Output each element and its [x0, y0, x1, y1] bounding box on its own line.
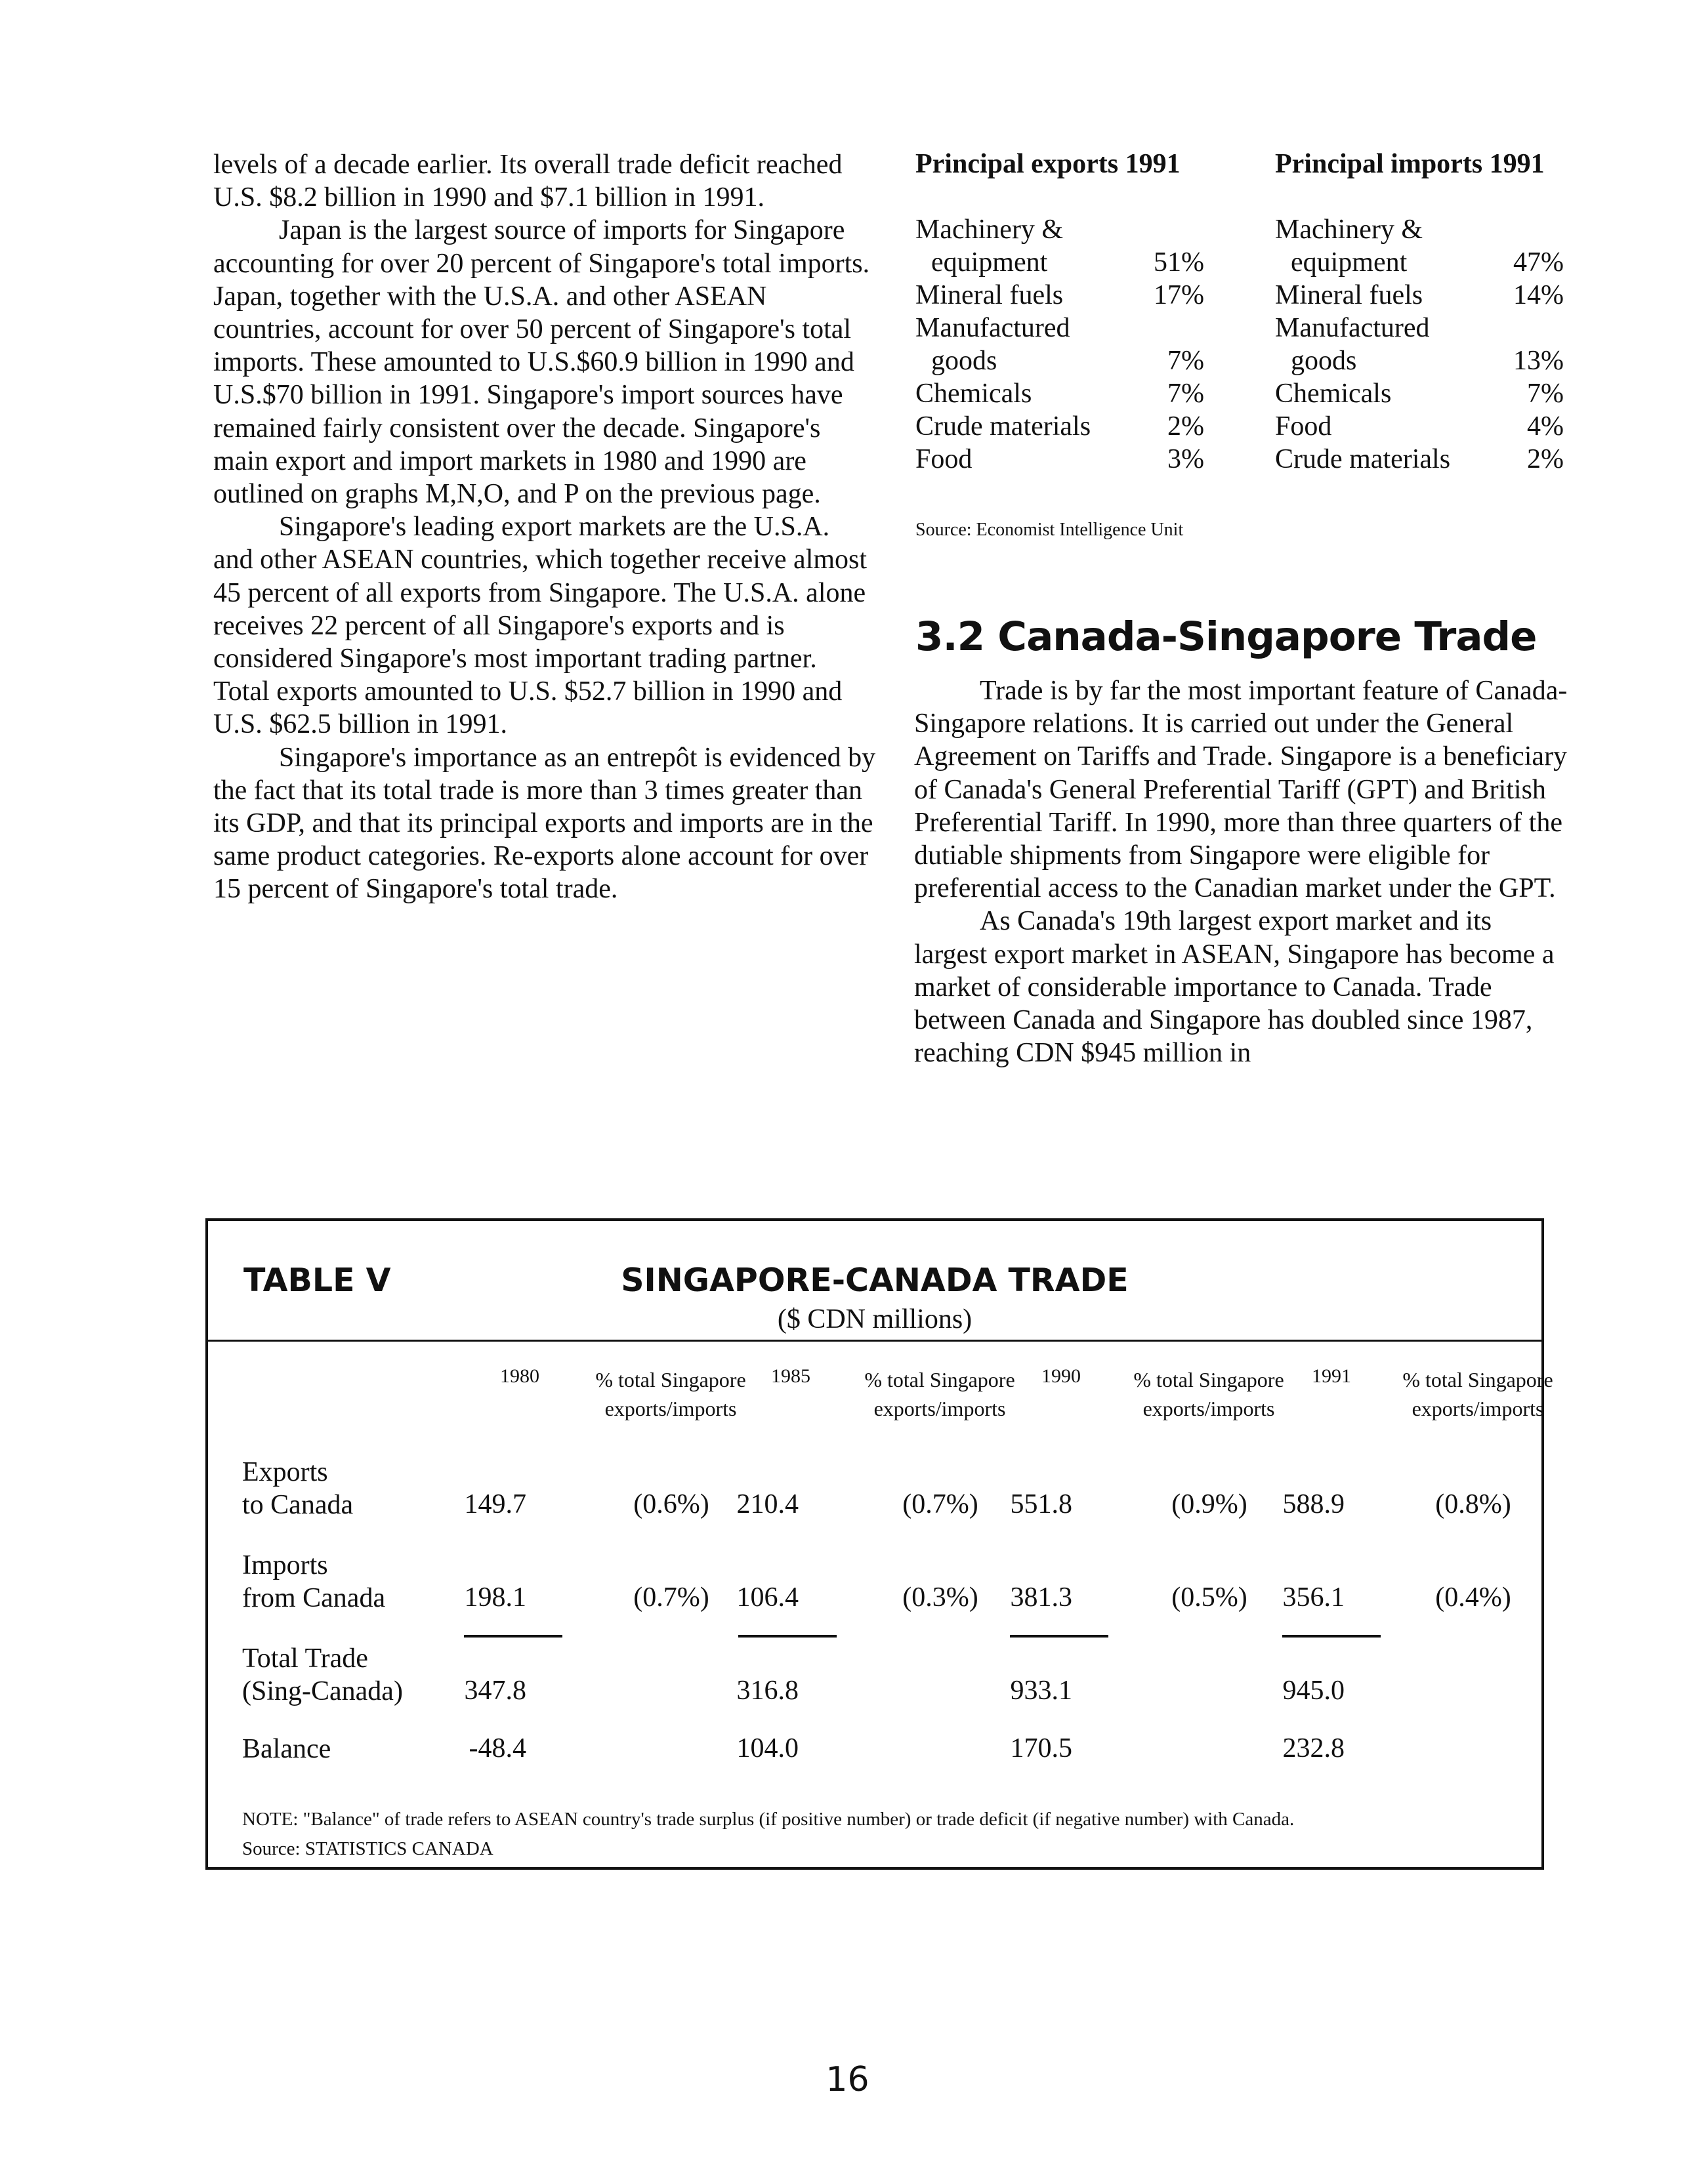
imports-list — [1275, 213, 1564, 476]
sum-underline — [464, 1635, 562, 1638]
export-category: Food — [915, 444, 973, 474]
table-cell: 232.8 — [1282, 1733, 1345, 1763]
year-header: 1980 — [500, 1365, 539, 1387]
source-note: Source: Economist Intelligence Unit — [915, 520, 1184, 540]
trade-table — [205, 1218, 1553, 1870]
page-number: 16 — [826, 2060, 869, 2099]
table-cell: 551.8 — [1010, 1489, 1072, 1519]
table-subtitle: ($ CDN millions) — [777, 1304, 973, 1334]
table-cell: 381.3 — [1010, 1582, 1072, 1613]
pct-header: % total Singapore exports/imports — [595, 1368, 746, 1420]
imports-heading: Principal imports 1991 — [1275, 149, 1545, 179]
table-cell: 933.1 — [1010, 1676, 1072, 1706]
row-label-imports: Imports from Canada — [242, 1550, 386, 1613]
pct-header: % total Singapore exports/imports — [1402, 1368, 1553, 1420]
paragraph: Japan is the largest source of imports for Singapore accounting for over 20 percent of Singapore's total imports. Japan, together with the U.S.A. and other ASEAN countries, account for over 50 percent of Singapore's total imports. These amounted to U.S.$60.9 billion in 1990 and U.S.$70 billion in 1991. Singapore's import sources have remained fairly consistent over the decade. Singapore's main export and import markets in 1980 and 1990 are outlined on graphs M,N,O, and P on the previous page. — [213, 215, 870, 510]
year-header: 1985 — [771, 1365, 810, 1387]
table-divider — [208, 1340, 1541, 1342]
table-cell: (0.7%) — [633, 1582, 709, 1613]
table-label: TABLE V — [243, 1262, 391, 1299]
section-heading: 3.2 Canada-Singapore Trade — [915, 613, 1537, 660]
export-share: 2% — [1167, 411, 1204, 442]
year-header: 1990 — [1041, 1365, 1081, 1387]
left-column-text — [213, 148, 876, 906]
import-share: 2% — [1527, 444, 1564, 474]
export-category: Mineral fuels — [915, 280, 1064, 310]
import-share: 7% — [1527, 379, 1564, 409]
export-category: Chemicals — [915, 379, 1032, 409]
export-category: equipment — [931, 247, 1048, 278]
table-cell: (0.5%) — [1171, 1582, 1247, 1613]
table-title: SINGAPORE-CANADA TRADE — [621, 1262, 1129, 1299]
table-note — [242, 1805, 1294, 1864]
source-text: Source: STATISTICS CANADA — [242, 1838, 493, 1859]
table-cell: 104.0 — [736, 1733, 799, 1763]
import-share: 13% — [1513, 346, 1564, 376]
table-cell: 198.1 — [464, 1582, 526, 1613]
exports-heading: Principal exports 1991 — [915, 149, 1181, 179]
table-cell: (0.8%) — [1435, 1489, 1511, 1519]
export-share: 3% — [1167, 444, 1204, 474]
table-cell: 356.1 — [1282, 1582, 1345, 1613]
export-share: 51% — [1154, 247, 1204, 278]
import-category: Machinery & — [1275, 215, 1423, 245]
row-label-exports: Exports to Canada — [242, 1457, 354, 1520]
paragraph: Trade is by far the most important feature of Canada-Singapore relations. It is carried out under the General Agreement on Tariffs and Trade. Singapore is a beneficiary of Canada's General Preferential Tariff (GPT) and British Preferential Tariff. In 1990, more than three quarters of the dutiable shipments from Singapore were eligible for preferential access to the Canadian market under the GPT. — [914, 676, 1568, 904]
paragraph: levels of a decade earlier. Its overall trade deficit reached U.S. $8.2 billion in 1990 and $7.1 billion in 1991. — [213, 150, 843, 213]
paragraph: As Canada's 19th largest export market and its largest export market in ASEAN, Singapore has become a market of considerable importance to Canada. Trade between Canada and Singapore has doubled since 1987, reaching CDN $945 million in — [914, 906, 1555, 1069]
table-cell: (0.4%) — [1435, 1582, 1511, 1613]
table-cell: (0.6%) — [633, 1489, 709, 1519]
table-cell: (0.7%) — [902, 1489, 978, 1519]
table-cell: (0.9%) — [1171, 1489, 1247, 1519]
pct-header: % total Singapore exports/imports — [864, 1368, 1015, 1420]
export-share: 7% — [1167, 379, 1204, 409]
table-cell: 149.7 — [464, 1489, 526, 1519]
import-category: Mineral fuels — [1275, 280, 1423, 310]
import-category: Chemicals — [1275, 379, 1392, 409]
export-share: 17% — [1154, 280, 1204, 310]
import-category: goods — [1291, 346, 1357, 376]
note-text: NOTE: "Balance" of trade refers to ASEAN country's trade surplus (if positive number) or trade deficit (if negative number) with Canada. — [242, 1809, 1295, 1830]
exports-list — [915, 213, 1204, 476]
export-category: Crude materials — [915, 411, 1091, 442]
import-share: 14% — [1513, 280, 1564, 310]
table-cell: 347.8 — [464, 1676, 526, 1706]
export-category: Manufactured — [915, 313, 1070, 343]
export-category: goods — [931, 346, 997, 376]
table-cell: (0.3%) — [902, 1582, 978, 1613]
paragraph: Singapore's importance as an entrepôt is evidenced by the fact that its total trade is more than 3 times greater than its GDP, and that its principal exports and imports are in the same product categories. Re-exports alone account for over 15 percent of Singapore's total trade. — [213, 742, 876, 905]
table-cell: -48.4 — [469, 1733, 526, 1763]
row-label-total: Total Trade (Sing-Canada) — [242, 1643, 403, 1706]
table-cell: 588.9 — [1282, 1489, 1345, 1519]
import-share: 47% — [1513, 247, 1564, 278]
section-text — [914, 674, 1570, 1069]
import-category: Food — [1275, 411, 1332, 442]
export-share: 7% — [1167, 346, 1204, 376]
pct-header: % total Singapore exports/imports — [1133, 1368, 1284, 1420]
import-category: Crude materials — [1275, 444, 1451, 474]
table-cell: 170.5 — [1010, 1733, 1072, 1763]
table-cell: 106.4 — [736, 1582, 799, 1613]
year-header: 1991 — [1312, 1365, 1351, 1387]
import-category: Manufactured — [1275, 313, 1430, 343]
table-cell: 945.0 — [1282, 1676, 1345, 1706]
export-category: Machinery & — [915, 215, 1064, 245]
sum-underline — [1010, 1635, 1108, 1638]
table-cell: 210.4 — [736, 1489, 799, 1519]
sum-underline — [738, 1635, 837, 1638]
table-cell: 316.8 — [736, 1676, 799, 1706]
sum-underline — [1282, 1635, 1381, 1638]
paragraph: Singapore's leading export markets are the U.S.A. and other ASEAN countries, which together receive almost 45 percent of all exports from Singapore. The U.S.A. alone receives 22 percent of all Singapore's exports and is considered Singapore's most important trading partner. Total exports amounted to U.S. $52.7 billion in 1990 and U.S. $62.5 billion in 1991. — [213, 512, 868, 740]
import-category: equipment — [1291, 247, 1408, 278]
import-share: 4% — [1527, 411, 1564, 442]
row-label-balance: Balance — [242, 1734, 331, 1764]
